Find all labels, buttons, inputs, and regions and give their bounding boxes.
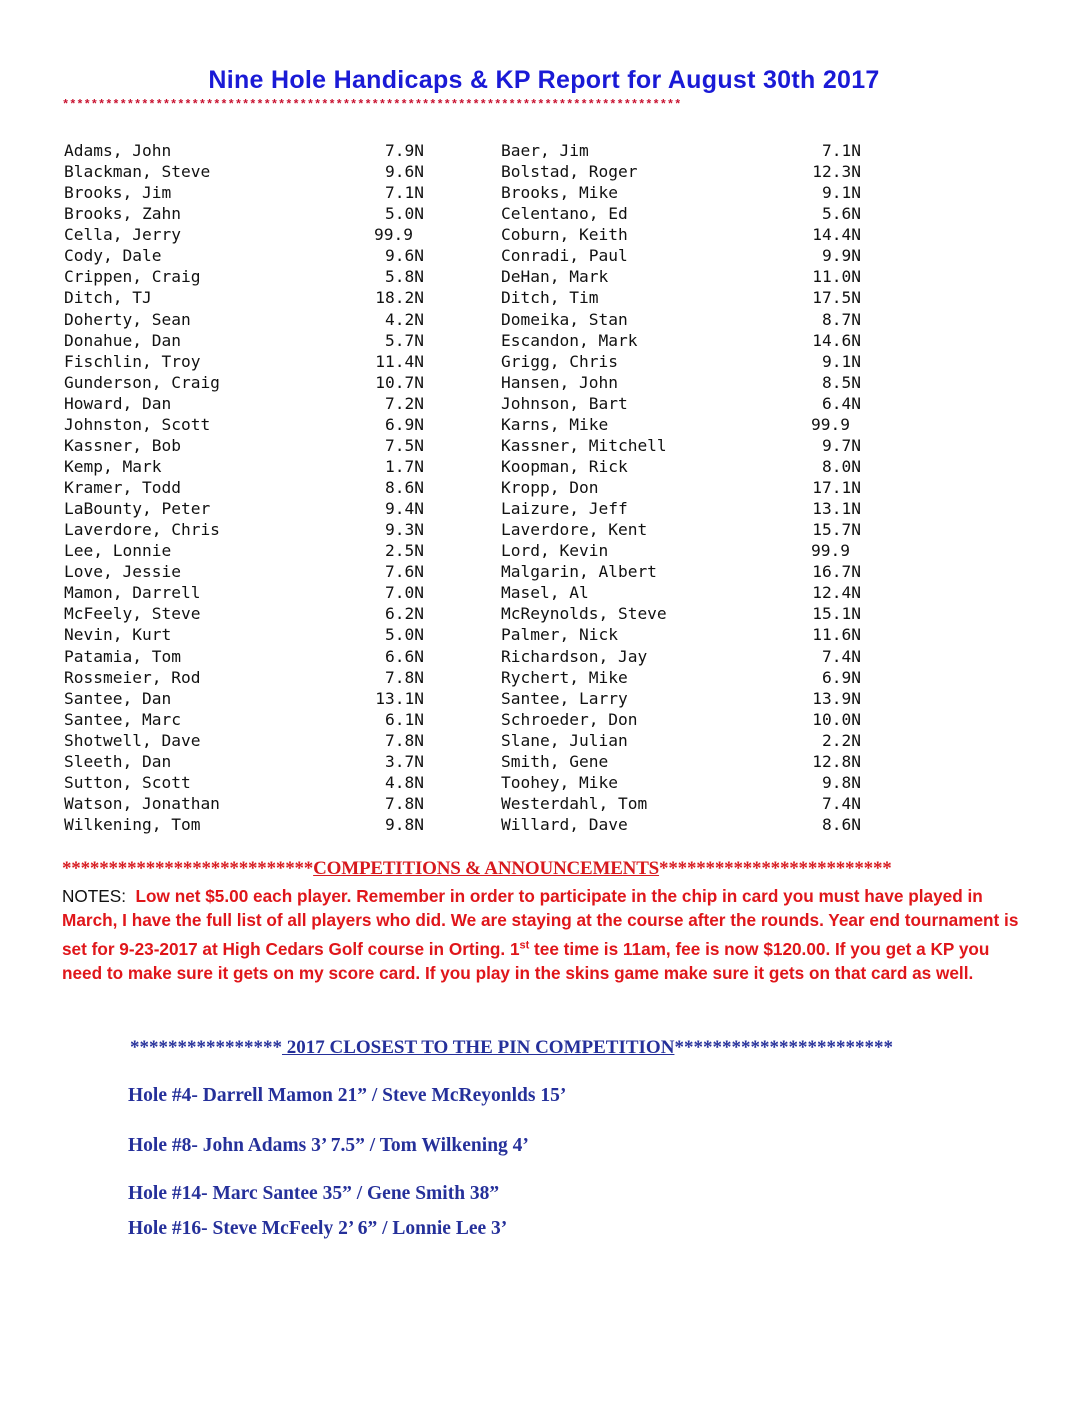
player-name: Santee, Marc [64, 709, 181, 729]
handicap-row [501, 751, 881, 772]
player-name: Santee, Dan [64, 688, 172, 708]
handicap-row [501, 688, 881, 709]
player-name: Fischlin, Troy [64, 351, 201, 371]
handicap-value: 6.9N [822, 667, 861, 687]
handicap-row [64, 203, 444, 224]
handicap-row [64, 224, 444, 245]
handicap-row [501, 540, 881, 561]
handicap-value: 18.2N [375, 288, 424, 308]
handicap-value: 8.5N [822, 372, 861, 392]
closest-to-pin-heading [130, 1037, 1030, 1059]
handicap-row [501, 372, 881, 393]
handicap-row [501, 456, 881, 477]
handicap-value: 9.8N [385, 815, 424, 834]
handicap-value: 7.4N [822, 646, 861, 666]
handicap-value: 7.8N [385, 793, 424, 813]
handicap-row [501, 393, 881, 414]
player-name: Laverdore, Chris [64, 520, 220, 540]
handicap-row [501, 266, 881, 287]
handicap-value: 5.0N [385, 625, 424, 645]
handicap-row [501, 224, 881, 245]
competitions-heading [62, 858, 1026, 880]
handicap-value: 7.6N [385, 562, 424, 582]
player-name: Schroeder, Don [501, 709, 638, 729]
handicap-value: 12.3N [812, 162, 861, 182]
player-name: Kemp, Mark [64, 456, 162, 476]
competitions-stars-after: ************************* [659, 858, 892, 879]
handicap-value: 7.1N [822, 141, 861, 160]
player-name: Celentano, Ed [501, 204, 628, 224]
handicap-value: 8.6N [822, 815, 861, 834]
player-name: DeHan, Mark [501, 267, 609, 287]
handicap-value: 11.6N [812, 625, 861, 645]
player-name: Conradi, Paul [501, 246, 628, 266]
player-name: Domeika, Stan [501, 309, 628, 329]
notes-paragraph [62, 884, 1022, 985]
handicap-value: 10.0N [812, 709, 861, 729]
handicap-row [64, 519, 444, 540]
handicap-value: 7.8N [385, 667, 424, 687]
player-name: Sutton, Scott [64, 772, 191, 792]
player-name: Gunderson, Craig [64, 372, 220, 392]
handicap-row [501, 814, 881, 835]
player-name: Karns, Mike [501, 414, 609, 434]
player-name: Masel, Al [501, 583, 589, 603]
handicap-value: 17.1N [812, 478, 861, 497]
handicap-value: 9.4N [385, 499, 424, 519]
handicap-value: 9.3N [385, 520, 424, 540]
player-name: Escandon, Mark [501, 330, 638, 350]
player-name: Sleeth, Dan [64, 751, 172, 771]
handicap-row [501, 351, 881, 372]
handicap-row [64, 140, 444, 161]
handicap-value: 7.1N [385, 183, 424, 203]
handicap-list-right [501, 140, 881, 835]
handicap-row [501, 203, 881, 224]
player-name: Richardson, Jay [501, 646, 648, 666]
handicap-row [64, 772, 444, 793]
handicap-value: 8.7N [822, 309, 861, 329]
handicap-row [64, 245, 444, 266]
cp-stars-before: **************** [130, 1037, 282, 1058]
handicap-row [64, 372, 444, 393]
player-name: Kassner, Mitchell [501, 435, 667, 455]
handicap-value: 14.6N [812, 330, 861, 350]
cp-stars-after: *********************** [674, 1037, 893, 1058]
handicap-value: 99.9 [811, 541, 850, 561]
handicap-row [64, 793, 444, 814]
cp-heading-text: 2017 CLOSEST TO THE PIN COMPETITION [282, 1037, 675, 1058]
player-name: Rychert, Mike [501, 667, 628, 687]
handicap-value: 15.1N [812, 604, 861, 624]
player-name: Slane, Julian [501, 730, 628, 750]
player-name: Malgarin, Albert [501, 562, 657, 582]
handicap-value: 7.9N [385, 141, 424, 160]
handicap-value: 17.5N [812, 288, 861, 308]
handicap-value: 1.7N [385, 456, 424, 476]
handicap-value: 14.4N [812, 225, 861, 245]
player-name: Johnson, Bart [501, 393, 628, 413]
handicap-row [501, 582, 881, 603]
handicap-row [64, 414, 444, 435]
handicap-row [501, 161, 881, 182]
competitions-heading-text: COMPETITIONS & ANNOUNCEMENTS [313, 858, 660, 879]
player-name: Blackman, Steve [64, 162, 211, 182]
handicap-value: 16.7N [812, 562, 861, 582]
handicap-value: 9.1N [822, 351, 861, 371]
handicap-value: 5.0N [385, 204, 424, 224]
player-name: Rossmeier, Rod [64, 667, 201, 687]
player-name: Adams, John [64, 141, 172, 160]
player-name: Howard, Dan [64, 393, 172, 413]
handicap-row [64, 751, 444, 772]
handicap-row [64, 582, 444, 603]
player-name: Donahue, Dan [64, 330, 181, 350]
player-name: Lee, Lonnie [64, 541, 172, 561]
handicap-row [501, 519, 881, 540]
handicap-row [501, 709, 881, 730]
handicap-value: 5.8N [385, 267, 424, 287]
handicap-row [501, 561, 881, 582]
handicap-value: 4.2N [385, 309, 424, 329]
player-name: Kassner, Bob [64, 435, 181, 455]
handicap-row [501, 624, 881, 645]
handicap-row [64, 456, 444, 477]
ordinal-suffix: st [519, 938, 530, 951]
title-star-divider: ************************************************************************************** [62, 98, 682, 112]
notes-text: Low net $5.00 each player. Remember in order to participate in the chip in card you must have played in March, I have the full list of all players who did. We are staying at the course after the rounds. Year end tournament is set for 9-23-2017 at High Cedars Golf course in Orting. 1st tee time is 11am, fee is now $120.00. If you get a KP you need to make sure it gets on my score card. If you play in the skins game make sure it gets on that card as well. [62, 886, 1019, 983]
handicap-value: 6.6N [385, 646, 424, 666]
handicap-value: 99.9 [374, 225, 413, 245]
handicap-row [501, 603, 881, 624]
handicap-value: 2.5N [385, 541, 424, 561]
handicap-row [64, 161, 444, 182]
handicap-row [501, 793, 881, 814]
handicap-value: 7.8N [385, 730, 424, 750]
handicap-row [501, 646, 881, 667]
handicap-value: 7.5N [385, 435, 424, 455]
handicap-value: 2.2N [822, 730, 861, 750]
player-name: Brooks, Mike [501, 183, 618, 203]
handicap-row [64, 182, 444, 203]
handicap-row [501, 287, 881, 308]
handicap-value: 8.0N [822, 456, 861, 476]
player-name: Lord, Kevin [501, 541, 609, 561]
handicap-value: 7.0N [385, 583, 424, 603]
handicap-row [64, 393, 444, 414]
player-name: McFeely, Steve [64, 604, 201, 624]
handicap-row [501, 140, 881, 161]
handicap-row [64, 266, 444, 287]
handicap-value: 5.7N [385, 330, 424, 350]
player-name: Brooks, Zahn [64, 204, 181, 224]
handicap-value: 11.4N [375, 351, 424, 371]
handicap-value: 13.9N [812, 688, 861, 708]
player-name: Love, Jessie [64, 562, 181, 582]
handicap-value: 6.4N [822, 393, 861, 413]
handicap-value: 12.4N [812, 583, 861, 603]
handicap-value: 7.4N [822, 793, 861, 813]
handicap-row [64, 540, 444, 561]
handicap-row [64, 561, 444, 582]
player-name: Laverdore, Kent [501, 520, 648, 540]
player-name: Doherty, Sean [64, 309, 191, 329]
handicap-row [64, 351, 444, 372]
handicap-row [64, 435, 444, 456]
handicap-row [64, 477, 444, 498]
handicap-value: 13.1N [812, 499, 861, 519]
player-name: Shotwell, Dave [64, 730, 201, 750]
handicap-row [64, 287, 444, 308]
handicap-row [501, 245, 881, 266]
player-name: Grigg, Chris [501, 351, 618, 371]
player-name: Bolstad, Roger [501, 162, 638, 182]
handicap-value: 15.7N [812, 520, 861, 540]
player-name: Cody, Dale [64, 246, 162, 266]
player-name: Santee, Larry [501, 688, 628, 708]
player-name: Willard, Dave [501, 815, 628, 834]
player-name: Crippen, Craig [64, 267, 201, 287]
kp-hole-4: Hole #4- Darrell Mamon 21” / Steve McReyonlds 15’ [128, 1085, 567, 1106]
player-name: Laizure, Jeff [501, 499, 628, 519]
kp-hole-14: Hole #14- Marc Santee 35” / Gene Smith 38” [128, 1183, 500, 1204]
handicap-row [501, 667, 881, 688]
report-title: Nine Hole Handicaps & KP Report for August 30th 2017 [208, 66, 880, 94]
handicap-row [501, 414, 881, 435]
player-name: Hansen, John [501, 372, 618, 392]
player-name: LaBounty, Peter [64, 499, 211, 519]
kp-hole-8: Hole #8- John Adams 3’ 7.5” / Tom Wilkening 4’ [128, 1135, 529, 1156]
handicap-value: 9.7N [822, 435, 861, 455]
handicap-value: 6.9N [385, 414, 424, 434]
handicap-list-left [64, 140, 444, 835]
handicap-row [64, 498, 444, 519]
handicap-row [64, 667, 444, 688]
player-name: Westerdahl, Tom [501, 793, 648, 813]
handicap-value: 99.9 [811, 414, 850, 434]
player-name: Ditch, Tim [501, 288, 599, 308]
handicap-row [501, 435, 881, 456]
handicap-value: 9.6N [385, 246, 424, 266]
handicap-value: 8.6N [385, 478, 424, 497]
handicap-row [64, 730, 444, 751]
player-name: Wilkening, Tom [64, 815, 201, 834]
handicap-row [501, 330, 881, 351]
handicap-value: 9.6N [385, 162, 424, 182]
player-name: Baer, Jim [501, 141, 589, 160]
handicap-row [64, 603, 444, 624]
handicap-value: 11.0N [812, 267, 861, 287]
player-name: Kropp, Don [501, 478, 599, 497]
notes-label: NOTES: [62, 886, 126, 906]
handicap-row [501, 309, 881, 330]
player-name: Mamon, Darrell [64, 583, 201, 603]
handicap-row [64, 688, 444, 709]
handicap-value: 9.9N [822, 246, 861, 266]
handicap-value: 10.7N [375, 372, 424, 392]
handicap-value: 7.2N [385, 393, 424, 413]
handicap-value: 4.8N [385, 772, 424, 792]
player-name: Coburn, Keith [501, 225, 628, 245]
handicap-row [501, 498, 881, 519]
handicap-value: 5.6N [822, 204, 861, 224]
handicap-row [64, 330, 444, 351]
player-name: Patamia, Tom [64, 646, 181, 666]
player-name: Kramer, Todd [64, 478, 181, 497]
handicap-value: 6.1N [385, 709, 424, 729]
handicap-value: 9.1N [822, 183, 861, 203]
player-name: Koopman, Rick [501, 456, 628, 476]
handicap-value: 13.1N [375, 688, 424, 708]
handicap-value: 12.8N [812, 751, 861, 771]
handicap-row [64, 624, 444, 645]
handicap-value: 9.8N [822, 772, 861, 792]
handicap-row [501, 182, 881, 203]
player-name: Ditch, TJ [64, 288, 152, 308]
handicap-row [501, 772, 881, 793]
competitions-stars-before: *************************** [62, 858, 314, 879]
handicap-row [64, 709, 444, 730]
player-name: Cella, Jerry [64, 225, 181, 245]
handicap-value: 6.2N [385, 604, 424, 624]
handicap-row [501, 730, 881, 751]
kp-hole-16: Hole #16- Steve McFeely 2’ 6” / Lonnie Lee 3’ [128, 1218, 508, 1239]
player-name: Brooks, Jim [64, 183, 172, 203]
player-name: Watson, Jonathan [64, 793, 220, 813]
player-name: Smith, Gene [501, 751, 609, 771]
handicap-row [501, 477, 881, 498]
handicap-row [64, 814, 444, 835]
player-name: Johnston, Scott [64, 414, 211, 434]
player-name: Nevin, Kurt [64, 625, 172, 645]
handicap-value: 3.7N [385, 751, 424, 771]
player-name: McReynolds, Steve [501, 604, 667, 624]
player-name: Palmer, Nick [501, 625, 618, 645]
handicap-row [64, 646, 444, 667]
handicap-row [64, 309, 444, 330]
player-name: Toohey, Mike [501, 772, 618, 792]
